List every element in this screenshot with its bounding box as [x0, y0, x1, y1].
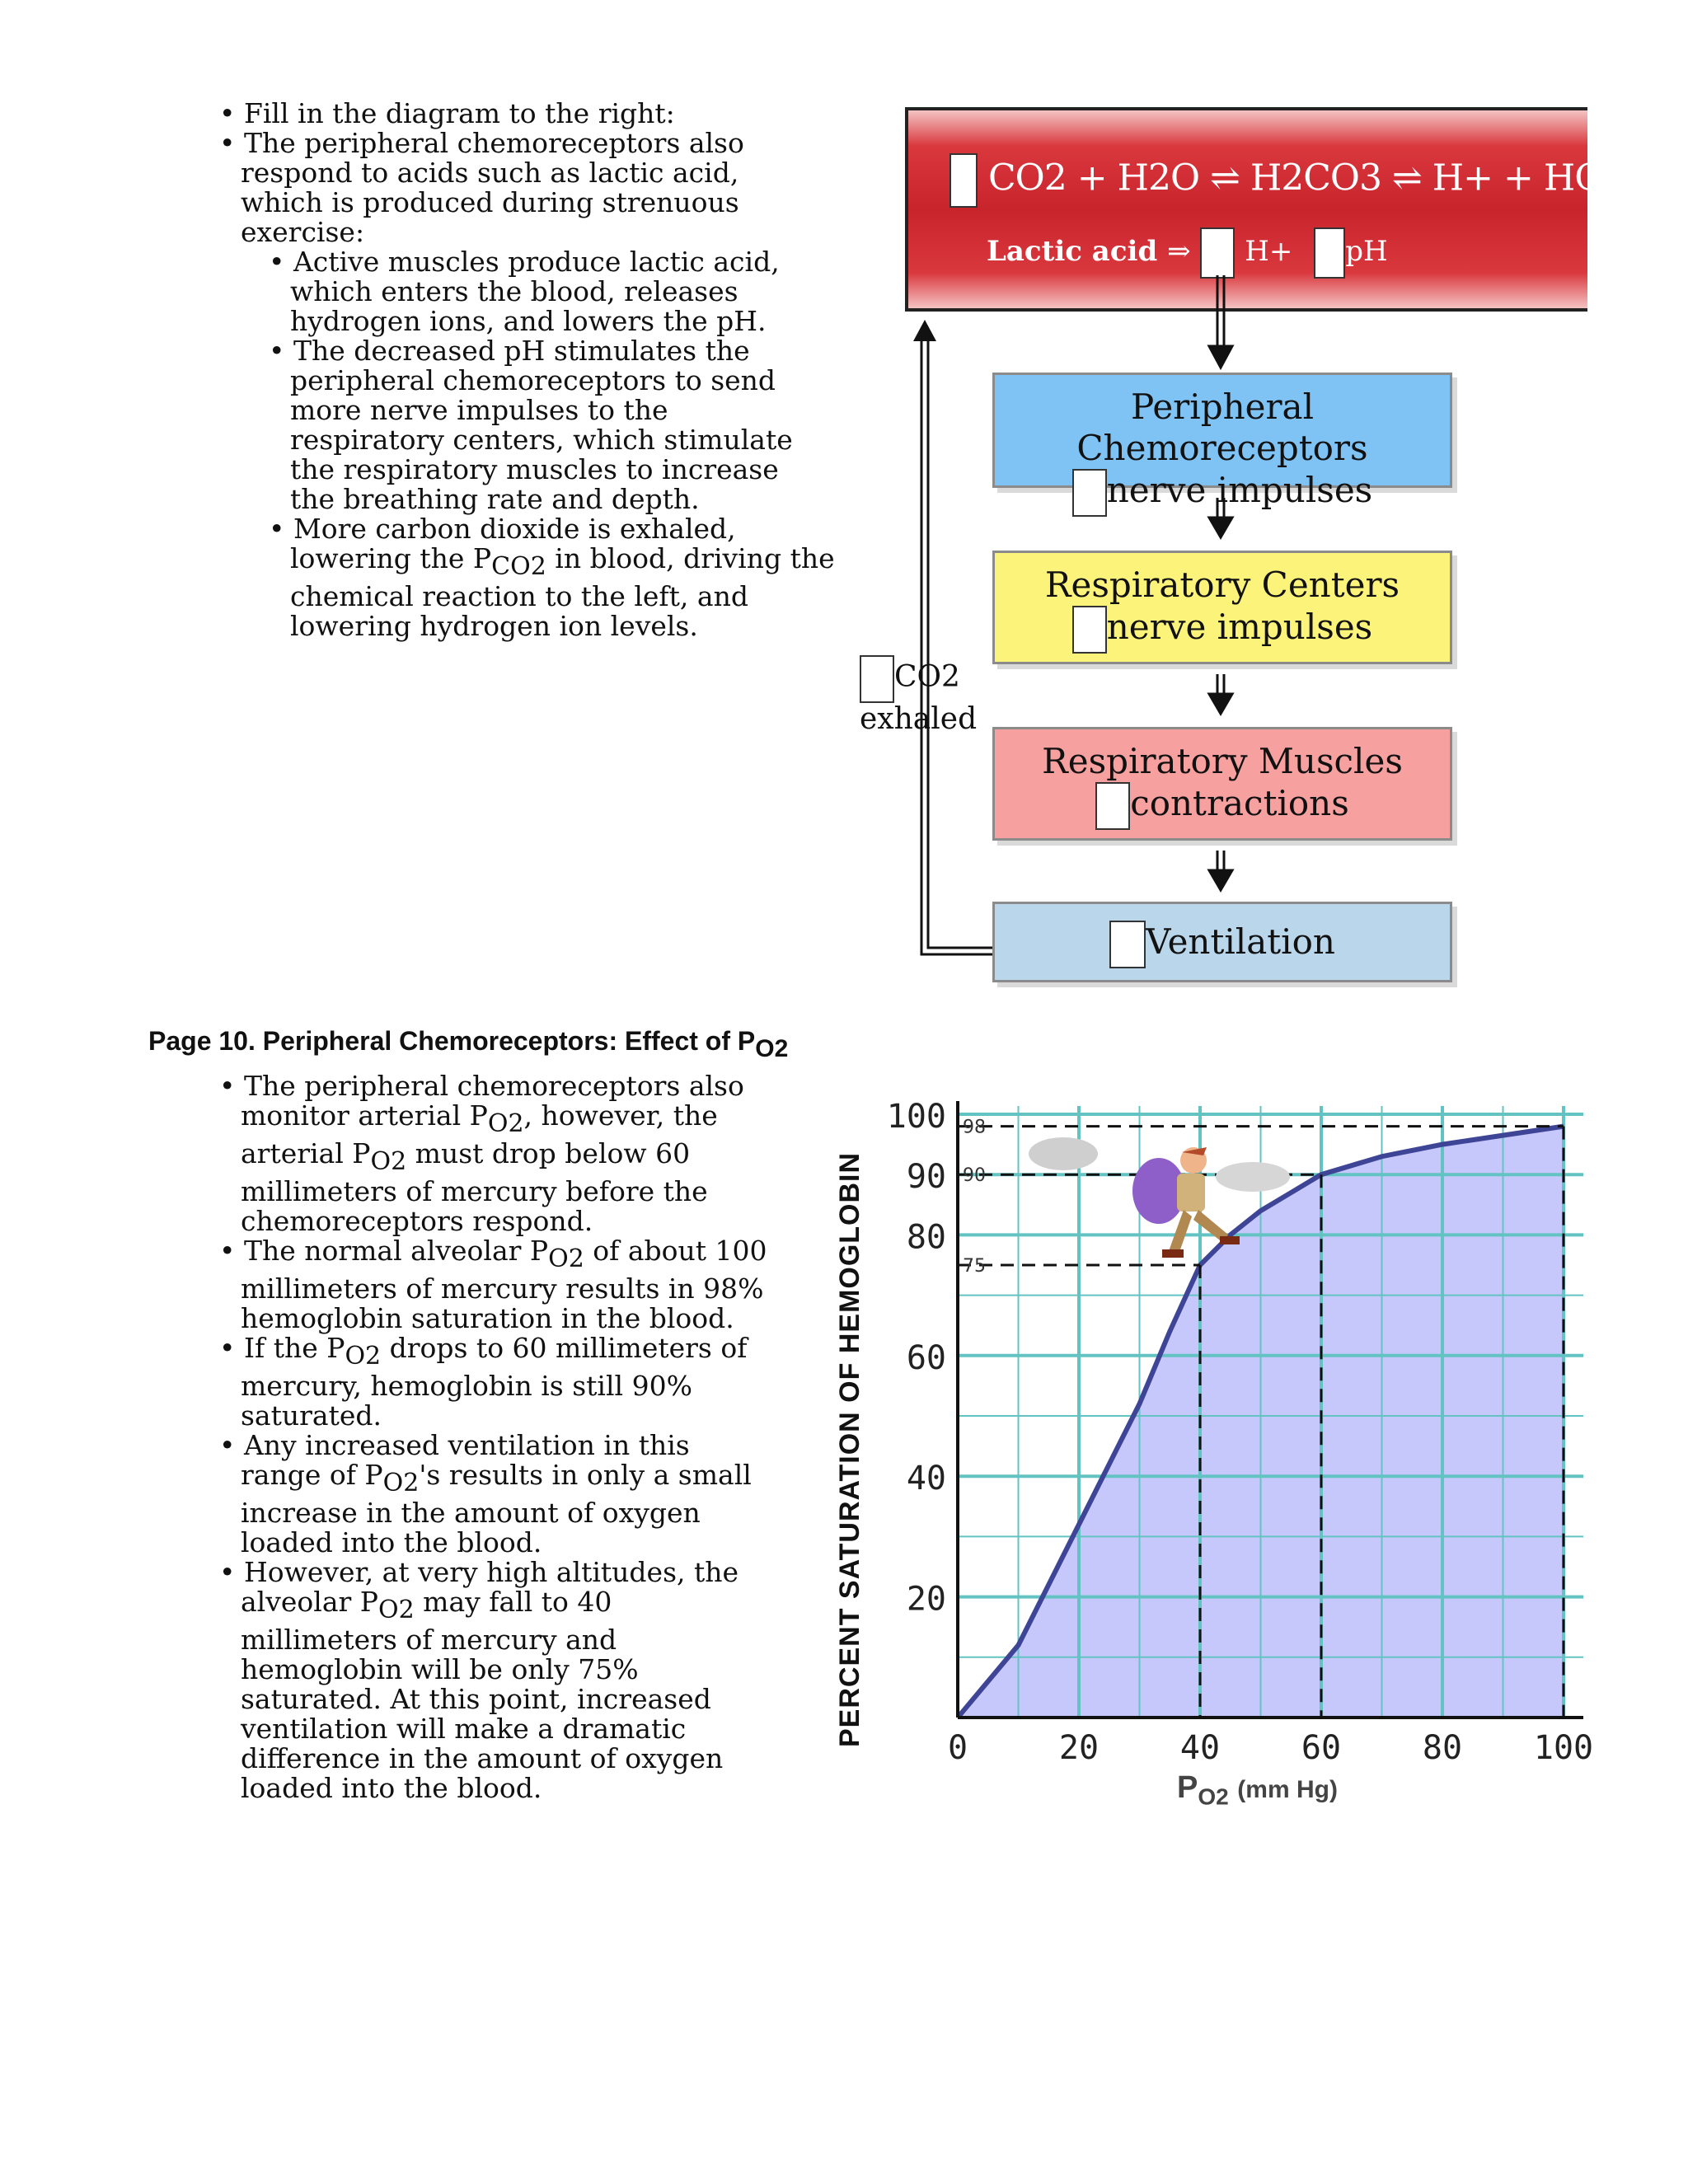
- chemical-equation: CO2 + H2O ⇌ H2CO3 ⇌ H+ + HCO3−: [988, 157, 1682, 199]
- stage-title: Respiratory Centers: [1044, 565, 1400, 605]
- stage-detail: nerve impulses: [995, 469, 1450, 517]
- x-tick-label: 100: [1533, 1729, 1594, 1767]
- exhaled-text: exhaled: [860, 702, 978, 736]
- y-tick-label: 60: [906, 1338, 946, 1377]
- bullet-acids: • The peripheral chemoreceptors also respond to acids such as lactic acid, which is produced during strenuous exercise:: [219, 127, 744, 248]
- annotation-label: 90: [963, 1165, 986, 1187]
- lactic-acid-label: Lactic acid: [987, 235, 1158, 268]
- x-tick-label: 0: [947, 1729, 968, 1767]
- y-axis-label: PERCENT SATURATION OF HEMOGLOBIN: [834, 1151, 865, 1747]
- x-tick-label: 20: [1058, 1729, 1100, 1767]
- down-arrow-icon: [1209, 851, 1232, 890]
- hiker-icon: [1132, 1147, 1240, 1258]
- blank-box[interactable]: [1072, 469, 1107, 517]
- blank-box[interactable]: [1095, 782, 1130, 830]
- blank-box[interactable]: [1109, 921, 1146, 968]
- stage-ventilation: [992, 902, 1452, 982]
- down-arrow-icon: [1209, 275, 1232, 368]
- y-tick-label: 40: [906, 1460, 946, 1498]
- cloud-icon: [1029, 1137, 1098, 1170]
- co2-text: CO2: [894, 660, 960, 694]
- bullet-normal-po2: • The normal alveolar $P_{O2}$ of about 100 millimeters of mercury results in 98% hemoglobin saturation in the blood.: [219, 1235, 767, 1334]
- ph-label: pH: [1345, 235, 1388, 268]
- cloud-icon: [1216, 1162, 1290, 1192]
- bullet-increased-ventilation: • Any increased ventilation in this range of $P_{O2}'s$ results in only a small increase in the amount of oxygen loaded into the blood.: [219, 1429, 752, 1558]
- feedback-arrow-icon: [921, 338, 992, 954]
- stage-detail: nerve impulses: [995, 606, 1450, 654]
- bullet-po2-60: • If the $P_{O2}$ drops to 60 millimeters of mercury, hemoglobin is still 90% saturated.: [219, 1332, 748, 1432]
- bullet-active-muscles: • Active muscles produce lactic acid, which enters the blood, releases hydrogen ions, and lowers the pH.: [269, 246, 780, 337]
- bottom-bullets: [196, 1071, 773, 1803]
- page-heading: Page 10. Peripheral Chemoreceptors: Effect of $P_{O2}$: [148, 1026, 789, 1062]
- x-tick-label: 60: [1301, 1729, 1342, 1767]
- co2-exhaled-label: [860, 655, 977, 736]
- bullet-decreased-ph: • The decreased pH stimulates the peripheral chemoreceptors to send more nerve impulses to the respiratory centers, which stimulate the respiratory muscles to increase the breathing rate and depth.: [269, 335, 793, 515]
- h-plus-label: H+: [1245, 235, 1293, 268]
- stage-title: Respiratory Muscles: [1042, 741, 1403, 781]
- stage-detail: Ventilation: [995, 921, 1450, 968]
- bullet-co2-exhaled: • More carbon dioxide is exhaled, lowering the $P_{CO2}$ in blood, driving the chemical reaction to the left, and lowering hydrogen ion levels.: [269, 513, 835, 642]
- y-tick-label: 80: [906, 1218, 946, 1257]
- right-arrow-icon: ⇒: [1167, 235, 1191, 268]
- bullet-high-altitude: • However, at very high altitudes, the alveolar $P_{O2}$ may fall to 40 millimeters of mercury and hemoglobin will be only 75% saturated. At this point, increased ventilation will make a dramatic difference in the amount of oxygen loaded into the blood.: [219, 1556, 739, 1804]
- down-arrow-icon: [1209, 674, 1232, 714]
- stage-respiratory-centers: [992, 551, 1452, 664]
- x-tick-label: 80: [1422, 1729, 1463, 1767]
- bullet-monitor-po2: • The peripheral chemoreceptors also monitor arterial $P_{O2}$, however, the arterial $P_{O2}$ must drop below 60 millimeters of mercury before the chemoreceptors respond.: [219, 1070, 744, 1237]
- annotation-label: 75: [963, 1256, 986, 1277]
- stage-respiratory-muscles: [992, 727, 1452, 841]
- y-tick-label: 20: [906, 1580, 946, 1619]
- annotation-label: 98: [963, 1117, 986, 1138]
- bullet-fill-diagram: • Fill in the diagram to the right:: [219, 97, 675, 129]
- up-arrow-icon: [913, 320, 936, 341]
- y-tick-label: 90: [906, 1158, 946, 1197]
- stage-detail: contractions: [995, 782, 1450, 830]
- y-tick-label: 100: [886, 1098, 946, 1136]
- blank-box[interactable]: [860, 655, 894, 703]
- blank-box[interactable]: [1072, 606, 1107, 654]
- stage-peripheral-chemoreceptors: [992, 373, 1452, 510]
- oxygen-dissociation-chart: [865, 1071, 1607, 1797]
- stage-title: Peripheral Chemoreceptors: [1076, 387, 1368, 468]
- x-axis-label: $P_{O2}$ (mm Hg): [1177, 1770, 1338, 1810]
- x-tick-label: 40: [1179, 1729, 1221, 1767]
